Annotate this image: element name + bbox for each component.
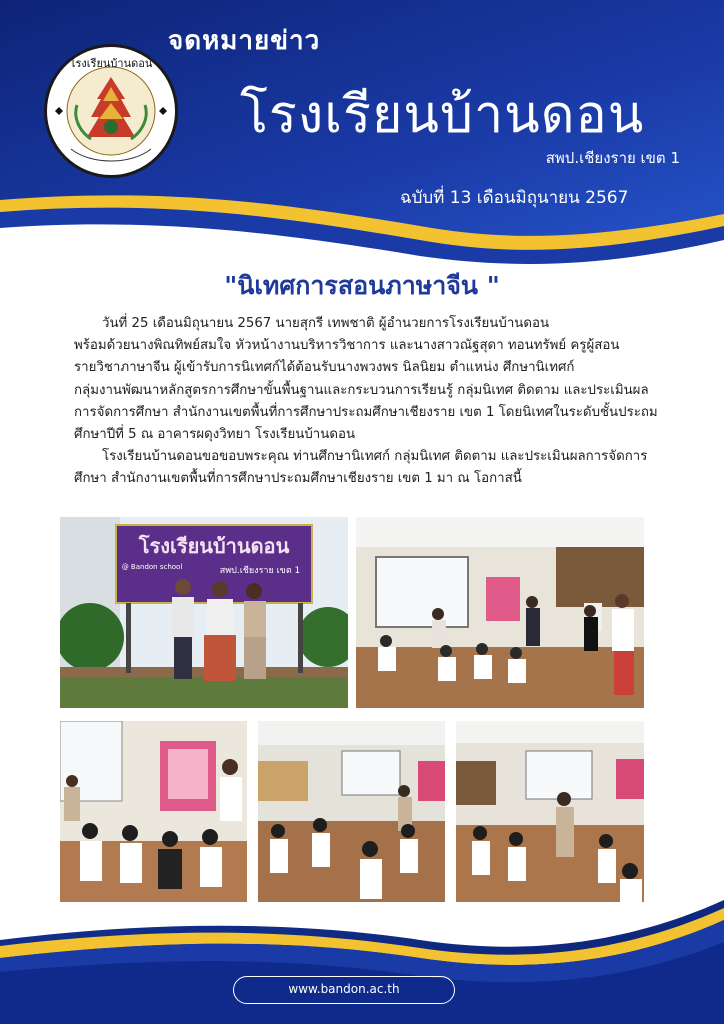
body-line: วันที่ 25 เดือนมิถุนายน 2567 นายสุกรี เทพชาติ ผู้อำนวยการโรงเรียนบ้านดอน [102,316,550,331]
issue-label: ฉบับที่ 13 เดือนมิถุนายน 2567 [400,188,629,208]
school-name-title: โรงเรียนบ้านดอน [240,85,645,145]
logo-text: โรงเรียนบ้านดอน [69,57,153,70]
sign-sub-text: สพป.เชียงราย เขต 1 [219,566,301,576]
body-line: กลุ่มงานพัฒนาหลักสูตรการศึกษาขั้นพื้นฐานและกระบวนการเรียนรู้ กลุ่มนิเทศ ติดตาม และประเมินผล [74,382,649,398]
body-line: พร้อมด้วยนางพิณทิพย์สมใจ หัวหน้างานบริหารวิชาการ และนางสาวณัฐสุดา ทอนทรัพย์ ครูผู้สอน [74,338,620,354]
photo-classroom-1 [356,517,644,708]
body-line: ศึกษาปีที่ 5 ณ อาคารผดุงวิทยา โรงเรียนบ้านดอน [74,427,356,443]
sign-small-text: @ Bandon school [121,563,183,571]
website-link[interactable]: www.bandon.ac.th [233,976,455,1004]
school-emblem-icon [47,47,175,175]
header-banner [0,0,724,270]
school-logo [44,44,178,178]
photo-classroom-2 [60,721,247,902]
photo-school-sign [60,517,348,708]
body-line: รายวิชาภาษาจีน ผู้เข้ารับการนิเทศก์ได้ต้อนรับนางพวงพร นิลนิยม ตำแหน่ง ศึกษานิเทศก์ [74,360,575,376]
body-line: โรงเรียนบ้านดอนขอขอบพระคุณ ท่านศึกษานิเทศก์ กลุ่มนิเทศ ติดตาม และประเมินผลการจัดการ [102,449,648,465]
photo-classroom-4 [456,721,644,902]
newsletter-label: จดหมายข่าว [168,26,321,56]
photo-classroom-3 [258,721,445,902]
article-body [74,313,660,491]
body-line: ศึกษา สำนักงานเขตพื้นที่การศึกษาประถมศึกษาเชียงราย เขต 1 มา ณ โอกาสนี้ [74,471,522,487]
sign-text: โรงเรียนบ้านดอน [138,534,290,558]
article-title: "นิเทศการสอนภาษาจีน " [224,271,500,300]
body-line: การจัดการศึกษา สำนักงานเขตพื้นที่การศึกษาประถมศึกษาเชียงราย เขต 1 โดยนิเทศในระดับชั้นประถม [74,404,658,420]
district-label: สพป.เชียงราย เขต 1 [545,149,680,167]
